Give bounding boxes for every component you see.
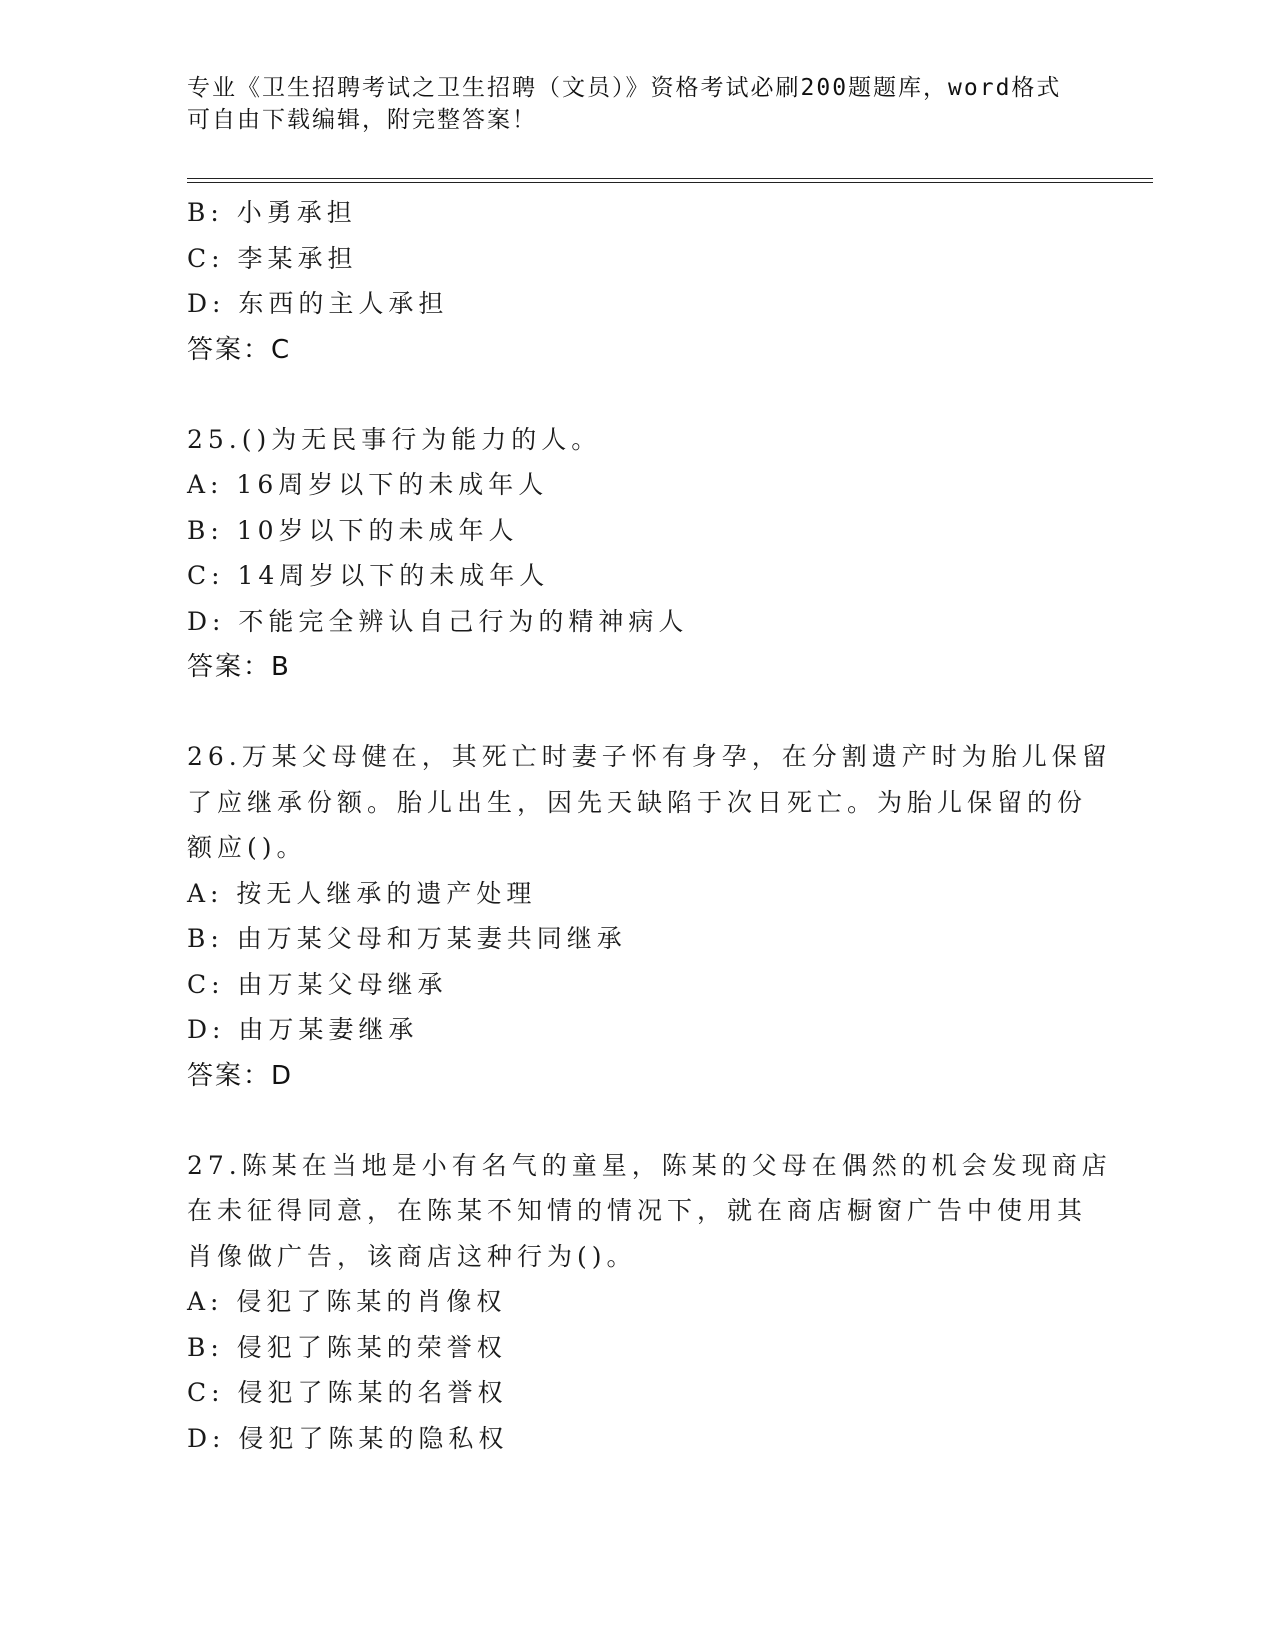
header-line-2: 可自由下载编辑，附完整答案！ <box>187 107 537 133</box>
question-27 <box>187 1143 1112 1462</box>
stem-line: 25.()为无民事行为能力的人。 <box>187 424 602 454</box>
stem-line: 26.万某父母健在，其死亡时妻子怀有身孕，在分割遗产时为胎儿保留 <box>187 742 1112 771</box>
spacer <box>187 1099 1087 1143</box>
answer-line: 答案：D <box>187 1060 294 1091</box>
question-stem <box>187 417 1087 463</box>
option-d: D: 东西的主人承担 <box>187 289 449 318</box>
document-header <box>187 72 1087 136</box>
option-c: C: 由万某父母继承 <box>187 969 448 999</box>
option-c: C: 侵犯了陈某的名誉权 <box>187 1378 508 1407</box>
document-body <box>187 190 1112 1461</box>
option-a: A: 按无人继承的遗产处理 <box>187 878 537 908</box>
answer-line: 答案：C <box>187 334 292 365</box>
stem-line: 27.陈某在当地是小有名气的童星，陈某的父母在偶然的机会发现商店 <box>187 1150 1112 1180</box>
option-b: B: 由万某父母和万某妻共同继承 <box>187 924 627 953</box>
option-b: B: 10岁以下的未成年人 <box>187 515 519 545</box>
option-c: C: 14周岁以下的未成年人 <box>187 561 550 590</box>
spacer <box>187 690 1087 734</box>
question-stem <box>187 734 1112 871</box>
stem-line: 额应()。 <box>187 833 307 862</box>
option-d: D: 由万某妻继承 <box>187 1015 419 1044</box>
carryover-question <box>187 190 1087 373</box>
question-25 <box>187 417 1087 691</box>
option-b: B: 侵犯了陈某的荣誉权 <box>187 1332 507 1362</box>
option-a: A: 16周岁以下的未成年人 <box>187 470 549 499</box>
stem-line: 了应继承份额。胎儿出生，因先天缺陷于次日死亡。为胎儿保留的份 <box>187 787 1088 817</box>
option-d: D: 侵犯了陈某的隐私权 <box>187 1423 509 1453</box>
spacer <box>187 373 1087 417</box>
question-26 <box>187 734 1112 1099</box>
question-stem <box>187 1143 1112 1280</box>
option-a: A: 侵犯了陈某的肖像权 <box>187 1287 507 1316</box>
header-divider <box>187 178 1153 183</box>
stem-line: 肖像做广告，该商店这种行为()。 <box>187 1241 637 1271</box>
answer-line: 答案：B <box>187 652 291 682</box>
option-b: B: 小勇承担 <box>187 198 357 227</box>
option-c: C: 李某承担 <box>187 243 358 273</box>
stem-line: 在未征得同意，在陈某不知情的情况下，就在商店橱窗广告中使用其 <box>187 1196 1088 1225</box>
option-d: D: 不能完全辨认自己行为的精神病人 <box>187 606 689 636</box>
header-line-1: 专业《卫生招聘考试之卫生招聘（文员）》资格考试必刷200题题库，word格式 <box>187 75 1062 101</box>
